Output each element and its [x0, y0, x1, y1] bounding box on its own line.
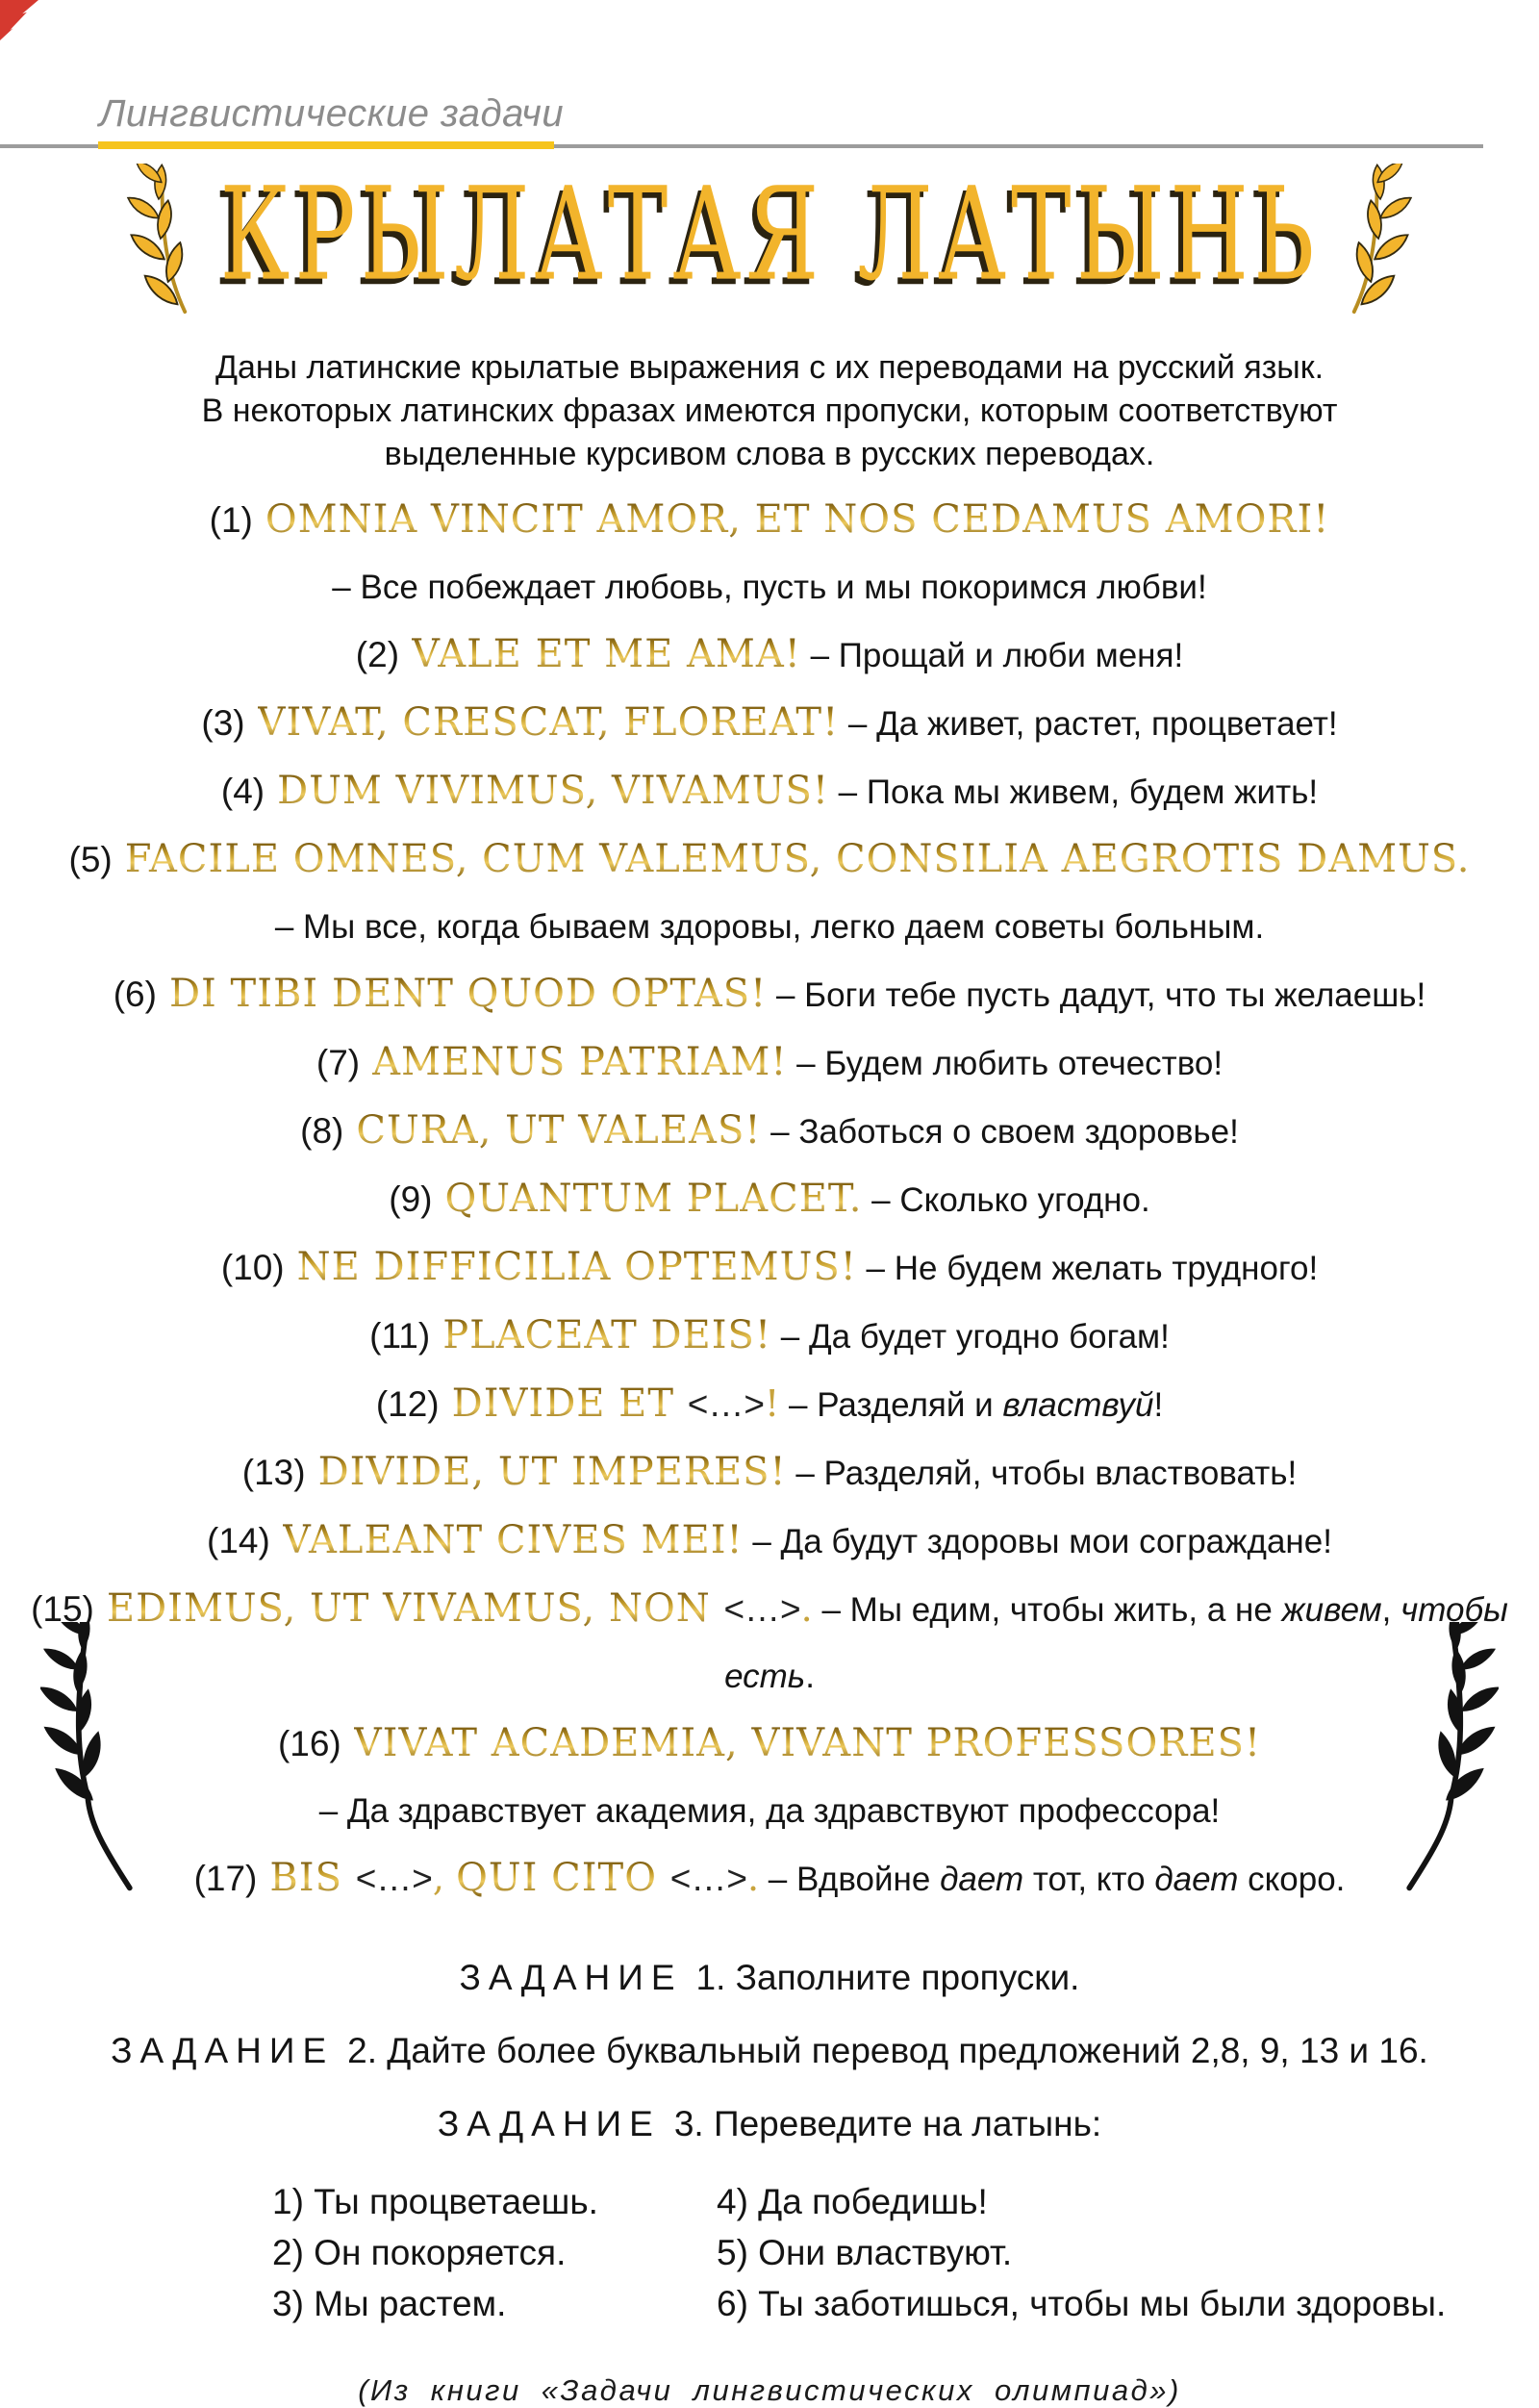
translation-italic: дает	[1154, 1861, 1239, 1898]
translation-italic: живем	[1281, 1591, 1382, 1629]
tasks-list	[0, 1941, 1539, 2161]
exercise-column-left	[272, 2176, 717, 2329]
translation-text: – Прощай и люби меня!	[800, 637, 1184, 674]
translation-text: тот, кто	[1023, 1861, 1155, 1898]
item-number: (6)	[113, 975, 157, 1014]
latin-item	[0, 1101, 1539, 1169]
latin-item	[0, 1305, 1539, 1374]
latin-item	[0, 1579, 1539, 1713]
task-text: 2. Дайте более буквальный перевод предложений 2,8, 9, 13 и 16.	[347, 2031, 1428, 2070]
item-number: (2)	[355, 635, 400, 674]
item-number: (15)	[31, 1589, 94, 1629]
latin-item	[0, 829, 1539, 964]
latin-item	[0, 761, 1539, 829]
item-number: (3)	[201, 703, 245, 743]
task-text: 3. Переведите на латынь:	[673, 2104, 1102, 2143]
exercise-item: 2) Он покоряется.	[272, 2233, 567, 2272]
task-label: ЗАДАНИЕ	[111, 2031, 335, 2070]
translation-text: – Да будут здоровы мои сограждане!	[743, 1523, 1332, 1560]
latin-item	[0, 1237, 1539, 1305]
source-attribution: (Из книги «Задачи лингвистических олимпиад»)	[358, 2373, 1181, 2407]
latin-item	[0, 1169, 1539, 1237]
intro-line: Даны латинские крылатые выражения с их переводами на русский язык.	[214, 349, 1325, 386]
laurel-branch-icon	[1395, 1622, 1499, 1895]
latin-phrase: NE DIFFICILIA OPTEMUS!	[296, 1245, 857, 1289]
translation-text: .	[805, 1658, 815, 1695]
item-number: (9)	[389, 1179, 433, 1219]
item-number: (5)	[68, 840, 113, 879]
latin-item	[0, 624, 1539, 693]
item-line	[0, 1510, 1539, 1579]
page-header: Лингвистические задачи	[99, 92, 565, 135]
latin-phrase: DIVIDE ET	[451, 1381, 688, 1426]
latin-phrase: VIVAT, CRESCAT, FLOREAT!	[257, 700, 840, 745]
red-corner-mark	[0, 0, 38, 40]
item-line	[0, 1374, 1539, 1442]
item-line	[0, 558, 1539, 624]
gap-placeholder: <…>	[687, 1384, 765, 1424]
exercise-item: 1) Ты процветаешь.	[272, 2182, 598, 2221]
title-band	[0, 152, 1539, 325]
item-line	[0, 1782, 1539, 1848]
item-number: (13)	[241, 1453, 306, 1492]
item-number: (14)	[207, 1521, 270, 1560]
task-text: 1. Заполните пропуски.	[695, 1958, 1080, 1997]
translation-exercises	[272, 2176, 1539, 2329]
item-number: (11)	[369, 1316, 431, 1356]
item-number: (7)	[315, 1043, 361, 1082]
translation-text: – Заботься о своем здоровье!	[761, 1113, 1239, 1151]
gap-punctuation: ,	[432, 1857, 457, 1899]
latin-item	[0, 1848, 1539, 1916]
translation-text: – Пока мы живем, будем жить!	[828, 773, 1319, 811]
task-line	[0, 1941, 1539, 2015]
laurel-branch-icon	[40, 1622, 144, 1895]
translation-italic: чтобы есть	[724, 1591, 1508, 1695]
latin-phrase: DUM VIVIMUS, VIVAMUS!	[277, 769, 829, 813]
latin-phrase: BIS	[269, 1856, 356, 1900]
page-title: КРЫЛАТАЯ ЛАТЫНЬ	[219, 160, 1320, 310]
latin-phrase: DI TIBI DENT QUOD OPTAS!	[168, 972, 768, 1016]
latin-phrase: VALE ET ME AMA!	[412, 632, 801, 676]
latin-item	[0, 1713, 1539, 1848]
latin-phrase: QUANTUM PLACET.	[444, 1177, 863, 1221]
latin-item	[0, 693, 1539, 761]
item-line	[0, 1237, 1539, 1305]
item-number: (4)	[220, 772, 265, 811]
item-number: (1)	[209, 500, 253, 540]
item-line	[0, 693, 1539, 761]
exercise-item: 3) Мы растем.	[272, 2284, 507, 2323]
item-line	[0, 1713, 1539, 1782]
task-label: ЗАДАНИЕ	[459, 1958, 683, 1997]
gap-placeholder: <…>	[723, 1589, 801, 1629]
item-line	[0, 829, 1539, 898]
translation-text: ,	[1381, 1591, 1401, 1629]
item-line	[0, 1101, 1539, 1169]
latin-phrase: FACILE OMNES, CUM VALEMUS, CONSILIA AEGROTIS DAMUS.	[124, 837, 1471, 881]
item-line	[0, 1442, 1539, 1510]
item-line	[0, 624, 1539, 693]
latin-phrase: VIVAT ACADEMIA, VIVANT PROFESSORES!	[353, 1721, 1262, 1765]
exercise-item: 6) Ты заботишься, чтобы мы были здоровы.	[717, 2284, 1447, 2323]
item-line	[0, 1579, 1539, 1713]
item-line	[0, 490, 1539, 558]
latin-phrase: VALEANT CIVES MEI!	[282, 1518, 744, 1562]
task-line	[0, 2088, 1539, 2161]
translation-text: – Разделяй, чтобы властвовать!	[786, 1455, 1298, 1492]
latin-item	[0, 1032, 1539, 1101]
translation-text: – Сколько угодно.	[862, 1181, 1150, 1219]
latin-item	[0, 490, 1539, 624]
item-line	[0, 898, 1539, 964]
item-number: (10)	[220, 1248, 285, 1287]
translation-text: – Вдвойне	[759, 1861, 941, 1898]
latin-phrase: DIVIDE, UT IMPERES!	[317, 1450, 787, 1494]
main-content	[0, 346, 1539, 2408]
task-label: ЗАДАНИЕ	[437, 2104, 661, 2143]
item-number: (8)	[300, 1111, 344, 1151]
translation-text: – Мы все, когда бываем здоровы, легко даем советы больным.	[274, 908, 1265, 946]
intro-paragraph	[0, 346, 1539, 476]
translation-italic: дает	[940, 1861, 1024, 1898]
translation-text: скоро.	[1238, 1861, 1346, 1898]
translation-text: – Все побеждает любовь, пусть и мы покоримся любви!	[332, 569, 1207, 606]
intro-line: В некоторых латинских фразах имеются пропуски, которым соответствуют	[201, 393, 1338, 429]
exercise-column-right	[717, 2176, 1446, 2329]
item-number: (16)	[277, 1724, 341, 1763]
latin-item	[0, 1442, 1539, 1510]
latin-item	[0, 964, 1539, 1032]
item-line	[0, 1032, 1539, 1101]
translation-text: – Мы едим, чтобы жить, а не	[812, 1591, 1282, 1629]
gap-placeholder: <…>	[669, 1859, 747, 1898]
latin-phrase: PLACEAT DEIS!	[442, 1313, 772, 1357]
latin-phrase: QUI CITO	[456, 1856, 670, 1900]
latin-phrase: AMENUS PATRIAM!	[372, 1040, 788, 1084]
translation-text: – Да здравствует академия, да здравствуют профессора!	[318, 1792, 1221, 1830]
translation-text: – Боги тебе пусть дадут, что ты желаешь!	[767, 976, 1426, 1014]
exercise-item: 4) Да победишь!	[717, 2182, 988, 2221]
laurel-sprig-icon	[1342, 164, 1423, 314]
translation-italic: властвуй	[1002, 1386, 1154, 1424]
translation-text: – Да будет угодно богам!	[771, 1318, 1170, 1356]
latin-phrase: OMNIA VINCIT AMOR, ET NOS CEDAMUS AMORI!	[265, 497, 1330, 542]
intro-line: выделенные курсивом слова в русских переводах.	[384, 436, 1155, 472]
item-line	[0, 964, 1539, 1032]
item-number: (17)	[193, 1859, 258, 1898]
latin-phrase: CURA, UT VALEAS!	[356, 1108, 762, 1153]
translation-text: – Да живет, растет, процветает!	[839, 705, 1338, 743]
item-line	[0, 1169, 1539, 1237]
gap-placeholder: <…>	[355, 1859, 433, 1898]
task-line	[0, 2015, 1539, 2088]
latin-phrase: EDIMUS, UT VIVAMUS, NON	[106, 1586, 724, 1631]
header-accent-underline	[98, 141, 554, 149]
translation-text: – Не будем желать трудного!	[856, 1250, 1319, 1287]
item-line	[0, 1848, 1539, 1916]
translation-text: !	[1153, 1386, 1164, 1424]
latin-item	[0, 1374, 1539, 1442]
laurel-sprig-icon	[116, 164, 197, 314]
translation-text: – Разделяй и	[779, 1386, 1003, 1424]
exercise-item: 5) Они властвуют.	[717, 2233, 1013, 2272]
item-number: (12)	[375, 1384, 440, 1424]
item-line	[0, 761, 1539, 829]
latin-item	[0, 1510, 1539, 1579]
translation-text: – Будем любить отечество!	[787, 1045, 1224, 1082]
gap-punctuation: !	[765, 1382, 780, 1425]
gap-punctuation: .	[746, 1857, 760, 1899]
item-line	[0, 1305, 1539, 1374]
gap-punctuation: .	[800, 1587, 813, 1630]
latin-items-list	[0, 490, 1539, 1916]
